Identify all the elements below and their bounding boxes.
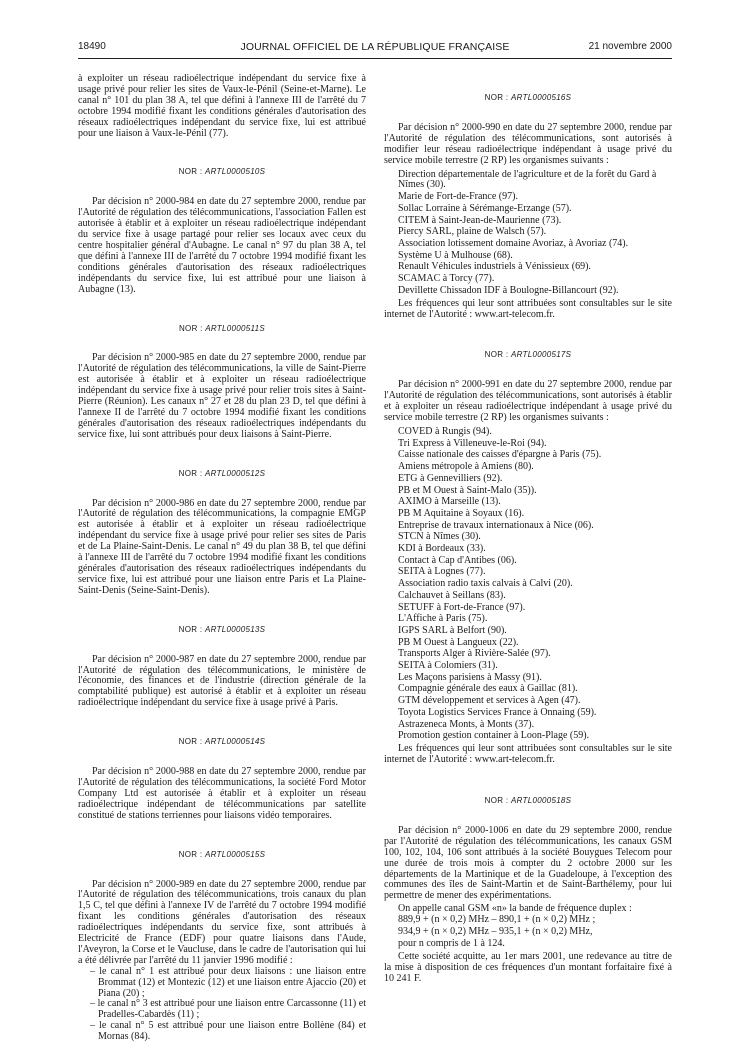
- list-item: Marie de Fort-de-France (97).: [398, 191, 518, 203]
- list-item: – le canal n° 3 est attribué pour une liaison entre Carcassonne (11) et Pradelles-Cabardès (11) ;: [90, 998, 366, 1021]
- decision-paragraph: Par décision n° 2000-989 en date du 27 septembre 2000, rendue par l'Autorité de régulation des télécommunications, trois canaux du plan 1,5 C, tel que défini à l'annexe IV de l'arrêté du 7 octobre 1994 modifié fixant les conditions générales d'autorisation des réseaux radioélectriques indépendants du service fixe, sont attribués à Electricité de France (EDF) pour quatre liaisons dans l'Aude, l'Aveyron, la Corse et le Vaucluse, dans le cadre de l'autorisation qui lui a été délivrée par l'arrêté du 11 janvier 1996 modifié :: [78, 878, 366, 966]
- nor-label: NOR :: [178, 849, 203, 859]
- nor-label: NOR :: [484, 796, 509, 806]
- decision-paragraph: Par décision n° 2000-988 en date du 27 septembre 2000, rendue par l'Autorité de régulation des télécommunications, la société Ford Motor Company Ltd est autorisée à établir et à exploiter un réseau radioélectrique indépendant de télécommunications par satellite constitué de stations terriennes pour liaisons vidéo temporaires.: [78, 766, 366, 821]
- list-item: SEITA à Lognes (77).: [398, 566, 486, 578]
- formula-line: 889,9 + (n × 0,2) MHz – 890,1 + (n × 0,2) MHz ;: [398, 914, 596, 926]
- nor-code: ARTL0000514S: [204, 737, 266, 747]
- list-item: CITEM à Saint-Jean-de-Maurienne (73).: [398, 214, 562, 226]
- nor-reference: [78, 167, 366, 178]
- list-item: Devillette Chissadon IDF à Boulogne-Billancourt (92).: [398, 284, 619, 296]
- frequency-formula: [384, 915, 672, 950]
- list-item: SEITA à Colomiers (31).: [398, 660, 498, 672]
- nor-label: NOR :: [484, 350, 509, 360]
- organisation-list: [384, 170, 672, 297]
- nor-code: ARTL0000516S: [510, 93, 572, 102]
- decision-paragraph: Par décision n° 2000-984 en date du 27 septembre 2000, rendue par l'Autorité de régulation des télécommunications, l'association Fallen est autorisée à établir et à exploiter un réseau radioélectrique indépendant du service fixe à usage partagé pour relier ses locaux avec ceux du centre hospitalier général d'Aubagne. Le canal n° 97 du plan 38 A, tel que défini à l'annexe III de l'arrêté du 7 octobre 1994 modifié fixant les conditions générales d'autorisation des réseaux radioélectriques indépendants du service fixe, lui est attribué pour une liaison à Aubagne (13).: [78, 196, 366, 295]
- nor-code: ARTL0000515S: [204, 849, 266, 859]
- list-item: L'Affiche à Paris (75).: [398, 613, 488, 625]
- list-item: AXIMO à Marseille (13).: [398, 496, 501, 508]
- decision-paragraph: Par décision n° 2000-987 en date du 27 septembre 2000, rendue par l'Autorité de régulation des télécommunications, le ministère de l'économie, des finances et de l'industrie (direction générale de la comptabilité publique) est autorisé à établir et à exploiter un réseau radioélectrique indépendant du service fixe à usage privé à Paris.: [78, 653, 366, 709]
- list-item: Contact à Cap d'Antibes (06).: [398, 554, 517, 566]
- decision-paragraph: Par décision n° 2000-991 en date du 27 septembre 2000, rendue par l'Autorité de régulation des télécommunications, sont autorisés à établir et à exploiter un réseau radioélectrique indépendant à usage privé du service mobile terrestre (2 RP) les organismes suivants :: [384, 379, 672, 424]
- left-column: [78, 74, 366, 1043]
- list-item: STCN à Nîmes (30).: [398, 531, 481, 543]
- list-item: PB et M Ouest à Saint-Malo (35)).: [398, 484, 537, 496]
- list-item: ETG à Gennevilliers (92).: [398, 472, 503, 484]
- nor-reference: [384, 796, 672, 807]
- nor-reference: [78, 737, 366, 748]
- journal-title: JOURNAL OFFICIEL DE LA RÉPUBLIQUE FRANÇAISE: [240, 41, 510, 53]
- nor-reference: [384, 93, 672, 104]
- right-column: [384, 93, 672, 985]
- nor-reference: [78, 324, 366, 335]
- nor-reference: [78, 625, 366, 636]
- nor-reference: [78, 469, 366, 480]
- list-item: – le canal n° 1 est attribué pour deux liaisons : une liaison entre Brommat (12) et Montezic (12) et une liaison entre Ajaccio (20) et Piana (20) ;: [90, 965, 366, 999]
- closing-paragraph: Les fréquences qui leur sont attribuées sont consultables sur le site internet de l'Autorité : www.art-telecom.fr.: [384, 743, 672, 766]
- list-item: – le canal n° 5 est attribué pour une liaison entre Bollène (84) et Mornas (84).: [90, 1020, 366, 1043]
- closing-paragraph: Les fréquences qui leur sont attribuées sont consultables sur le site internet de l'Autorité : www.art-telecom.fr.: [384, 297, 672, 320]
- formula-line: 934,9 + (n × 0,2) MHz – 935,1 + (n × 0,2) MHz,: [398, 926, 593, 938]
- decision-paragraph: Par décision n° 2000-985 en date du 27 septembre 2000, rendue par l'Autorité de régulation des télécommunications, la ville de Saint-Pierre est autorisée à établir et à exploiter un réseau radioélectrique indépendant du service fixe à usage privé pour relier trois sites à Saint-Pierre (Réunion). Les canaux n° 27 et 28 du plan 23 D, tel que défini à l'annexe II de l'arrêté du 7 octobre 1994 modifié fixant les conditions générales d'autorisation des réseaux radioélectriques indépendants du service fixe, lui sont attribués pour deux liaisons à Saint-Pierre.: [78, 352, 366, 440]
- nor-code: ARTL0000513S: [204, 624, 266, 634]
- nor-code: ARTL0000517S: [510, 350, 572, 360]
- nor-label: NOR :: [484, 93, 509, 102]
- list-item: Calchauvet à Seillans (83).: [398, 589, 506, 601]
- list-item: Les Maçons parisiens à Massy (91).: [398, 671, 542, 683]
- nor-code: ARTL0000510S: [204, 167, 266, 177]
- list-item: IGPS SARL à Belfort (90).: [398, 624, 507, 636]
- list-item: Renault Véhicules industriels à Vénissieux (69).: [398, 261, 591, 273]
- nor-code: ARTL0000518S: [510, 796, 572, 806]
- list-item: Astrazeneca Monts, à Monts (37).: [398, 718, 535, 730]
- formula-line: pour n compris de 1 à 124.: [398, 937, 505, 949]
- page-number: 18490: [78, 41, 106, 52]
- formula-intro: On appelle canal GSM «n» la bande de fréquence duplex :: [398, 903, 632, 915]
- decision-paragraph: Par décision n° 2000-986 en date du 27 septembre 2000, rendue par l'Autorité de régulation des télécommunications, la compagnie EMGP est autorisée à établir et à exploiter un réseau radioélectrique indépendant du service fixe à usage privé pour relier ses sites de Paris et de La Plaine-Saint-Denis. Le canal n° 49 du plan 38 B, tel que défini à l'annexe III de l'arrêté du 7 octobre 1994 modifié fixant les conditions générales d'autorisation des réseaux radioélectriques indépendants du service fixe, lui est attribué pour une liaison entre Paris et La Plaine-Saint-Denis (Seine-Saint-Denis).: [78, 497, 366, 596]
- continued-paragraph: à exploiter un réseau radioélectrique indépendant du service fixe à usage privé pour relier les sites de Vaux-le-Pénil (Seine-et-Marne). Le canal n° 101 du plan 38 A, tel que défini à l'annexe III de l'arrêté du 7 octobre 1994 modifié fixant les conditions générales d'autorisation des réseaux radioélectriques indépendant du service fixe, lui est attribué pour une liaison à Vaux-le-Pénil (77).: [78, 73, 366, 139]
- list-item: Transports Alger à Rivière-Salée (97).: [398, 648, 551, 660]
- list-item: SETUFF à Fort-de-France (97).: [398, 601, 526, 613]
- nor-label: NOR :: [178, 624, 203, 634]
- channel-list: [78, 967, 366, 1043]
- list-item: PB M Aquitaine à Soyaux (16).: [398, 507, 525, 519]
- list-item: Entreprise de travaux internationaux à Nice (06).: [398, 519, 594, 531]
- list-item: Tri Express à Villeneuve-le-Roi (94).: [398, 437, 547, 449]
- nor-reference: [78, 850, 366, 861]
- list-item: Promotion gestion container à Loon-Plage (59).: [398, 730, 590, 742]
- list-item: PB M Ouest à Langueux (22).: [398, 636, 519, 648]
- organisation-list: [384, 427, 672, 742]
- list-item: Amiens métropole à Amiens (80).: [398, 461, 534, 473]
- nor-label: NOR :: [178, 167, 203, 177]
- nor-code: ARTL0000511S: [205, 323, 266, 333]
- nor-reference: [384, 350, 672, 361]
- list-item: Système U à Mulhouse (68).: [398, 249, 513, 261]
- list-item: KDI à Bordeaux (33).: [398, 543, 486, 555]
- nor-label: NOR :: [178, 737, 203, 747]
- list-item: Association lotissement domaine Avoriaz, à Avoriaz (74).: [398, 237, 629, 249]
- nor-label: NOR :: [178, 468, 203, 478]
- closing-paragraph: Cette société acquitte, au 1er mars 2001, une redevance au titre de la mise à disposition de ces fréquences d'un montant forfaitaire fixé à 10 241 F.: [384, 950, 672, 984]
- nor-label: NOR :: [178, 323, 203, 333]
- list-item: Caisse nationale des caisses d'épargne à Paris (75).: [398, 449, 602, 461]
- issue-date: 21 novembre 2000: [588, 41, 672, 52]
- list-item: COVED à Rungis (94).: [398, 426, 492, 438]
- list-item: Association radio taxis calvais à Calvi (20).: [398, 578, 573, 590]
- header-rule: [78, 58, 672, 59]
- list-item: SCAMAC à Torcy (77).: [398, 273, 495, 285]
- page-header: [78, 42, 672, 56]
- list-item: Piercy SARL, plaine de Walsch (57).: [398, 226, 547, 238]
- list-item: GTM développement et services à Agen (47).: [398, 695, 581, 707]
- list-item: Compagnie générale des eaux à Gaillac (81).: [398, 683, 578, 695]
- list-item: Sollac Lorraine à Sérémange-Erzange (57).: [398, 202, 572, 214]
- decision-paragraph: Par décision n° 2000-990 en date du 27 septembre 2000, rendue par l'Autorité de régulation des télécommunications, sont autorisés à modifier leur réseau radioélectrique indépendant à usage privé du service mobile terrestre (2 RP) les organismes suivants :: [384, 121, 672, 166]
- list-item: Direction départementale de l'agriculture et de la forêt du Gard à Nîmes (30).: [398, 168, 657, 191]
- nor-code: ARTL0000512S: [204, 468, 266, 478]
- list-item: Toyota Logistics Services France à Onnaing (59).: [398, 706, 597, 718]
- decision-paragraph: Par décision n° 2000-1006 en date du 29 septembre 2000, rendue par l'Autorité de régulation des télécommunications, les canaux GSM 100, 102, 104, 106 sont attribués à la société Bouygues Telecom pour une durée de trois mois à compter du 2 octobre 2000 sur les départements de la Martinique et de la Guadeloupe, à l'exception des communes des îles de Saint-Martin et de Saint-Barthélemy, pour lui permettre de mener des expérimentations.: [384, 824, 672, 902]
